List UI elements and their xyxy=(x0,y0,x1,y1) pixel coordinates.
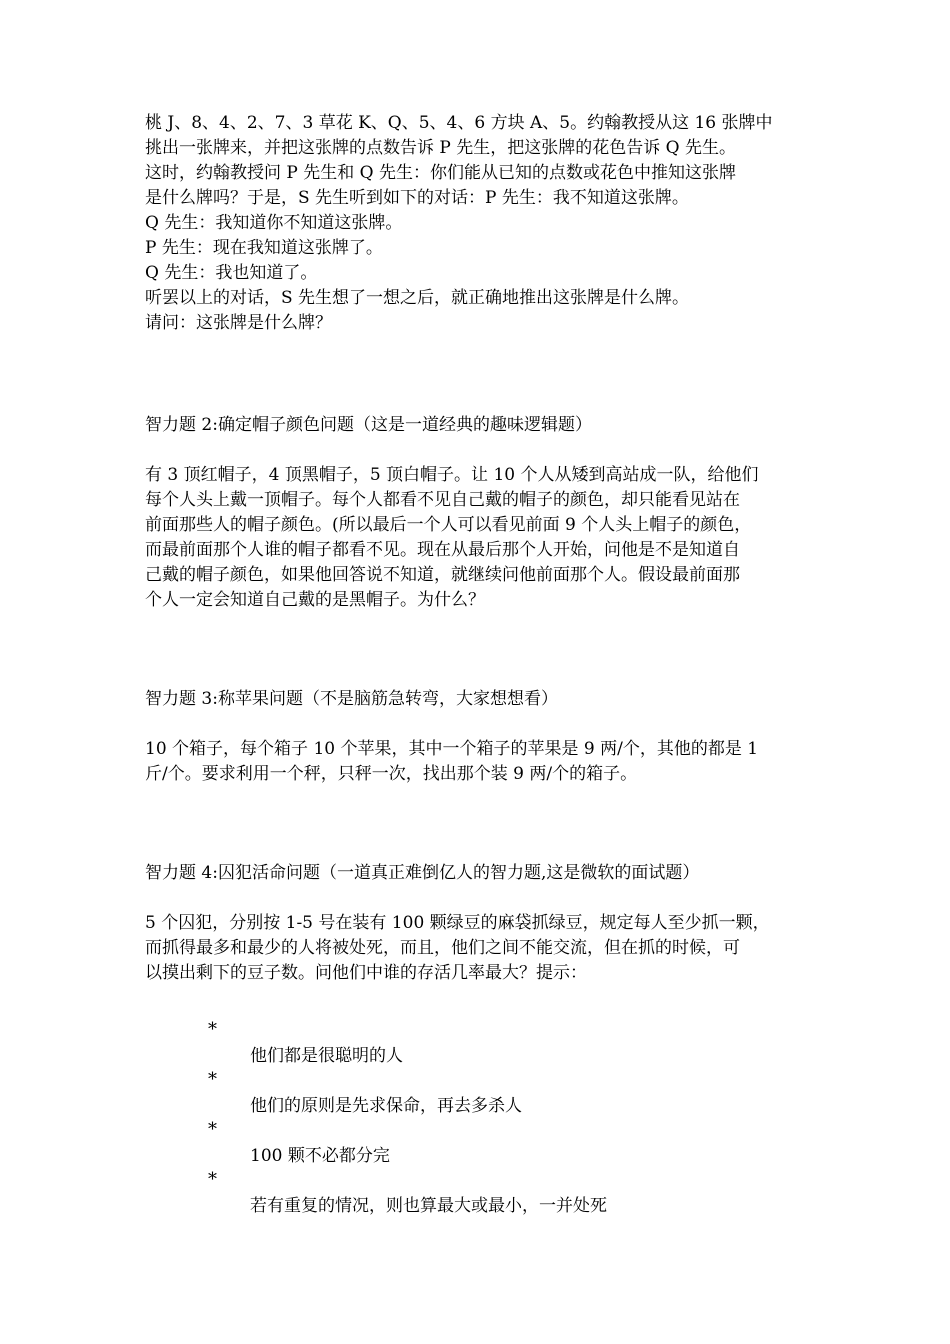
bullet-star-icon: * xyxy=(208,1019,217,1040)
card-puzzle-line: Q 先生：我知道你不知道这张牌。 xyxy=(145,213,403,233)
list-item xyxy=(145,1069,810,1119)
card-puzzle-line: 是什么牌吗？于是，S 先生听到如下的对话：P 先生：我不知道这张牌。 xyxy=(145,188,689,208)
puzzle-4-line: 而抓得最多和最少的人将被处死，而且，他们之间不能交流，但在抓的时候，可 xyxy=(145,938,740,958)
puzzle-2-line: 己戴的帽子颜色，如果他回答说不知道，就继续问他前面那个人。假设最前面那 xyxy=(145,565,740,585)
puzzle-3-heading: 智力题 3:称苹果问题（不是脑筋急转弯，大家想想看） xyxy=(145,689,558,709)
card-puzzle-line: 挑出一张牌来，并把这张牌的点数告诉 P 先生，把这张牌的花色告诉 Q 先生。 xyxy=(145,138,736,158)
hint-text: 他们都是很聪明的人 xyxy=(250,1046,403,1066)
card-puzzle-text xyxy=(145,111,810,336)
puzzle-2-heading: 智力题 2:确定帽子颜色问题（这是一道经典的趣味逻辑题） xyxy=(145,415,592,435)
hint-text: 他们的原则是先求保命，再去多杀人 xyxy=(250,1096,522,1116)
card-puzzle-line: 听罢以上的对话，S 先生想了一想之后，就正确地推出这张牌是什么牌。 xyxy=(145,288,690,308)
puzzle-3-line: 10 个箱子，每个箱子 10 个苹果，其中一个箱子的苹果是 9 两/个，其他的都是 1 xyxy=(145,739,759,759)
puzzle-3-line: 斤/个。要求利用一个秤，只秤一次，找出那个装 9 两/个的箱子。 xyxy=(145,764,638,784)
hint-text: 100 颗不必都分完 xyxy=(250,1146,390,1166)
card-puzzle-line: Q 先生：我也知道了。 xyxy=(145,263,318,283)
bullet-star-icon: * xyxy=(208,1169,217,1190)
list-item xyxy=(145,1019,810,1069)
bullet-star-icon: * xyxy=(208,1069,217,1090)
puzzle-2-line: 前面那些人的帽子颜色。(所以最后一个人可以看见前面 9 个人头上帽子的颜色， xyxy=(145,515,752,535)
hint-text: 若有重复的情况，则也算最大或最小，一并处死 xyxy=(250,1196,607,1216)
card-puzzle-line: 请问：这张牌是什么牌？ xyxy=(145,313,332,333)
card-puzzle-line: 桃 J、8、4、2、7、3 草花 K、Q、5、4、6 方块 A、5。约翰教授从这 16 张牌中 xyxy=(145,113,773,133)
puzzle-3-text xyxy=(145,737,810,787)
puzzle-4-heading: 智力题 4:囚犯活命问题（一道真正难倒亿人的智力题,这是微软的面试题） xyxy=(145,863,700,883)
puzzle-4-text xyxy=(145,911,810,986)
hint-list xyxy=(145,1019,810,1219)
list-item xyxy=(145,1169,810,1219)
card-puzzle-line: 这时，约翰教授问 P 先生和 Q 先生：你们能从已知的点数或花色中推知这张牌 xyxy=(145,163,736,183)
puzzle-4-line: 以摸出剩下的豆子数。问他们中谁的存活几率最大？提示： xyxy=(145,963,587,983)
card-puzzle-line: P 先生：现在我知道这张牌了。 xyxy=(145,238,383,258)
puzzle-2-line: 每个人头上戴一顶帽子。每个人都看不见自己戴的帽子的颜色，却只能看见站在 xyxy=(145,490,740,510)
puzzle-4-line: 5 个囚犯，分别按 1-5 号在装有 100 颗绿豆的麻袋抓绿豆，规定每人至少抓一颗， xyxy=(145,913,770,933)
bullet-star-icon: * xyxy=(208,1119,217,1140)
list-item xyxy=(145,1119,810,1169)
puzzle-2-line: 个人一定会知道自己戴的是黑帽子。为什么？ xyxy=(145,590,485,610)
puzzle-2-text xyxy=(145,463,810,613)
puzzle-2-line: 而最前面那个人谁的帽子都看不见。现在从最后那个人开始，问他是不是知道自 xyxy=(145,540,740,560)
puzzle-2-line: 有 3 顶红帽子，4 顶黑帽子，5 顶白帽子。让 10 个人从矮到高站成一队，给他们 xyxy=(145,465,759,485)
